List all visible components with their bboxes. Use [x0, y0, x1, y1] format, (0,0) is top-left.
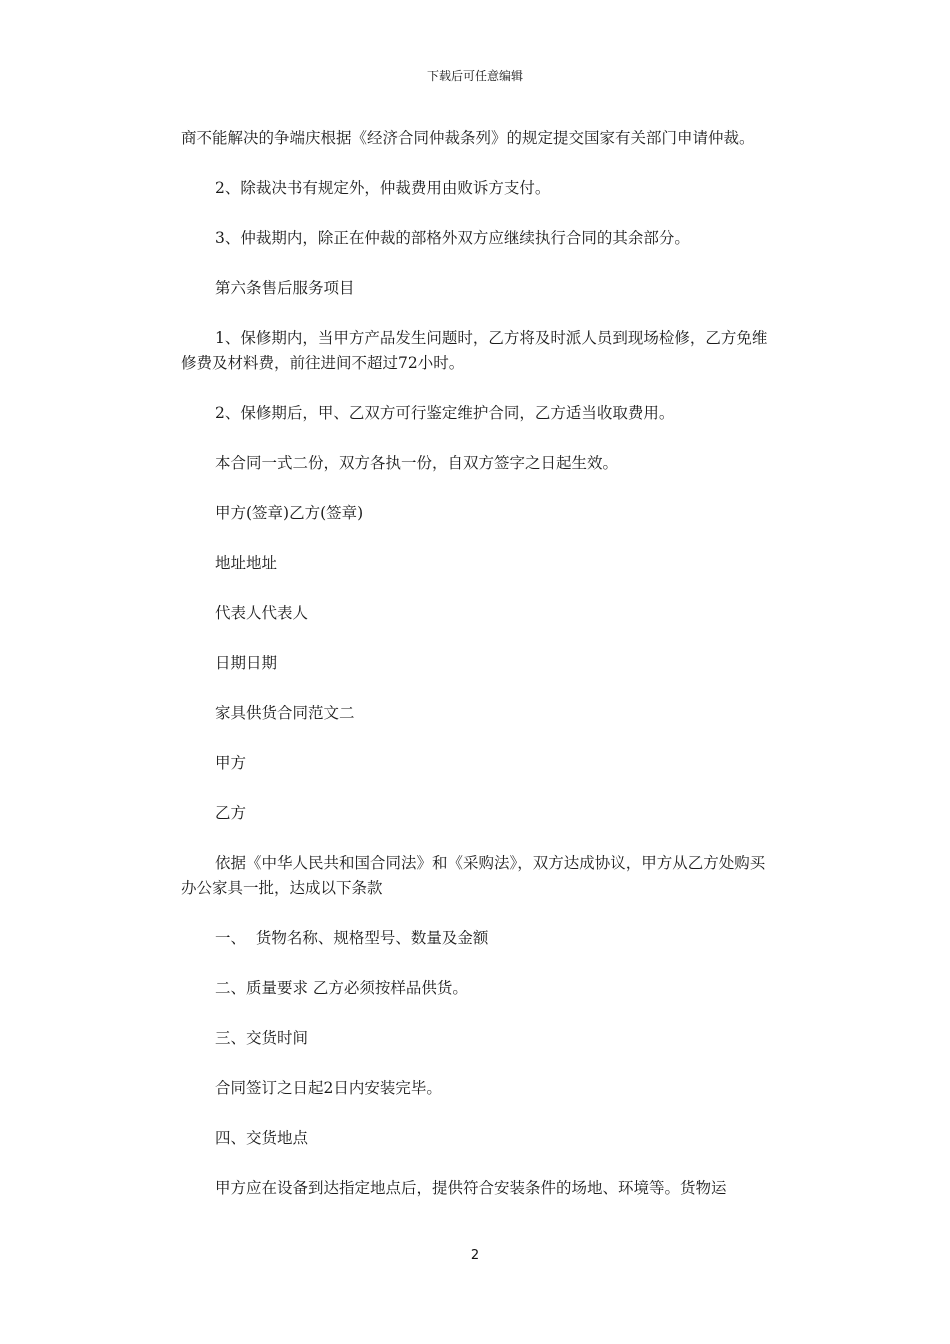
clause-heading: 三、交货时间 — [215, 1029, 309, 1047]
party-line: 乙方 — [215, 804, 247, 822]
paragraph: 商不能解决的争端庆根据《经济合同仲裁条列》的规定提交国家有关部门申请仲裁。 — [181, 129, 755, 147]
page-number: 2 — [470, 1248, 480, 1263]
paragraph: 3、仲裁期内，除正在仲裁的部格外双方应继续执行合同的其余部分。 — [215, 229, 690, 247]
paragraph: 2、除裁决书有规定外，仲裁费用由败诉方支付。 — [215, 179, 551, 197]
party-line: 甲方 — [215, 754, 247, 772]
page-header: 下载后可任意编辑 — [426, 69, 523, 83]
signature-line: 甲方(签章)乙方(签章) — [215, 504, 364, 522]
signature-line: 代表人代表人 — [215, 604, 309, 622]
clause-heading: 四、交货地点 — [215, 1129, 309, 1147]
signature-line: 日期日期 — [215, 654, 278, 672]
section-heading: 家具供货合同范文二 — [215, 704, 355, 722]
clause-heading: 一、 货物名称、规格型号、数量及金额 — [215, 929, 489, 947]
paragraph: 1、保修期内，当甲方产品发生问题时，乙方将及时派人员到现场检修，乙方免维修费及材料费，前往进间不超过72小时。 — [181, 329, 768, 372]
paragraph: 2、保修期后，甲、乙双方可行鉴定维护合同，乙方适当收取费用。 — [215, 404, 675, 422]
signature-line: 地址地址 — [215, 554, 278, 572]
document-body — [181, 126, 773, 1226]
paragraph: 甲方应在设备到达指定地点后，提供符合安装条件的场地、环境等。货物运 — [215, 1179, 727, 1197]
clause-heading: 二、质量要求 乙方必须按样品供货。 — [215, 979, 468, 997]
section-heading: 第六条售后服务项目 — [215, 279, 355, 297]
paragraph: 本合同一式二份，双方各执一份，自双方签字之日起生效。 — [215, 454, 619, 472]
paragraph: 依据《中华人民共和国合同法》和《采购法》，双方达成协议，甲方从乙方处购买办公家具一批，达成以下条款 — [181, 854, 766, 897]
paragraph: 合同签订之日起2日内安装完毕。 — [215, 1079, 442, 1097]
